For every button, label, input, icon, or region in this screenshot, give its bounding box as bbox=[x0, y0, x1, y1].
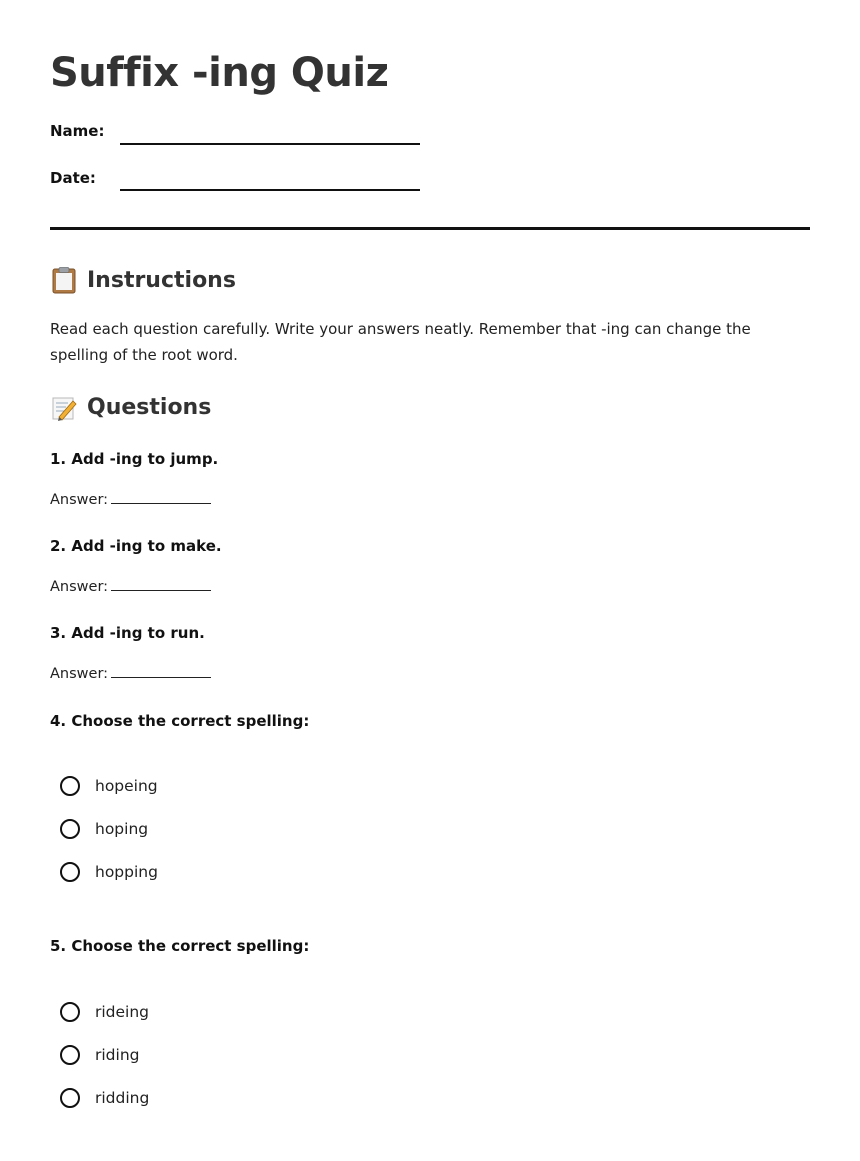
answer-blank-1[interactable] bbox=[111, 503, 211, 504]
instructions-text: Read each question carefully. Write your answers neatly. Remember that -ing can change the spelling of the root word. bbox=[50, 320, 751, 364]
option-label: rideing bbox=[95, 1003, 150, 1021]
memo-pencil-icon bbox=[50, 393, 78, 421]
questions-heading bbox=[50, 393, 211, 421]
option-5-2[interactable] bbox=[60, 1045, 140, 1065]
answer-label: Answer: bbox=[50, 492, 109, 508]
answer-blank-2[interactable] bbox=[111, 590, 211, 591]
radio-button[interactable] bbox=[60, 1045, 80, 1065]
option-label: hoping bbox=[95, 820, 149, 838]
instructions-heading bbox=[50, 266, 236, 294]
date-field-line[interactable] bbox=[120, 189, 420, 191]
name-field-line[interactable] bbox=[120, 143, 420, 145]
option-4-1[interactable] bbox=[60, 776, 158, 796]
option-5-3[interactable] bbox=[60, 1088, 149, 1108]
answer-label: Answer: bbox=[50, 666, 109, 682]
name-label: Name: bbox=[50, 122, 105, 140]
option-label: hopeing bbox=[95, 777, 158, 795]
header-divider bbox=[50, 227, 810, 230]
page-title: Suffix -ing Quiz bbox=[50, 50, 389, 96]
answer-3 bbox=[50, 666, 211, 682]
radio-button[interactable] bbox=[60, 819, 80, 839]
radio-button[interactable] bbox=[60, 1088, 80, 1108]
instructions-heading-text: Instructions bbox=[87, 267, 236, 293]
option-4-3[interactable] bbox=[60, 862, 158, 882]
question-2: 2. Add -ing to make. bbox=[50, 537, 222, 555]
option-label: hopping bbox=[95, 863, 158, 881]
answer-1 bbox=[50, 492, 211, 508]
questions-heading-text: Questions bbox=[87, 394, 212, 420]
question-3: 3. Add -ing to run. bbox=[50, 624, 205, 642]
question-1: 1. Add -ing to jump. bbox=[50, 450, 219, 468]
question-4: 4. Choose the correct spelling: bbox=[50, 712, 310, 730]
radio-button[interactable] bbox=[60, 776, 80, 796]
answer-label: Answer: bbox=[50, 579, 109, 595]
clipboard-icon bbox=[50, 266, 78, 294]
radio-button[interactable] bbox=[60, 862, 80, 882]
question-5: 5. Choose the correct spelling: bbox=[50, 937, 310, 955]
answer-blank-3[interactable] bbox=[111, 677, 211, 678]
option-label: riding bbox=[95, 1046, 140, 1064]
date-label: Date: bbox=[50, 169, 96, 187]
radio-button[interactable] bbox=[60, 1002, 80, 1022]
answer-2 bbox=[50, 579, 211, 595]
option-5-1[interactable] bbox=[60, 1002, 149, 1022]
option-4-2[interactable] bbox=[60, 819, 148, 839]
option-label: ridding bbox=[95, 1089, 150, 1107]
